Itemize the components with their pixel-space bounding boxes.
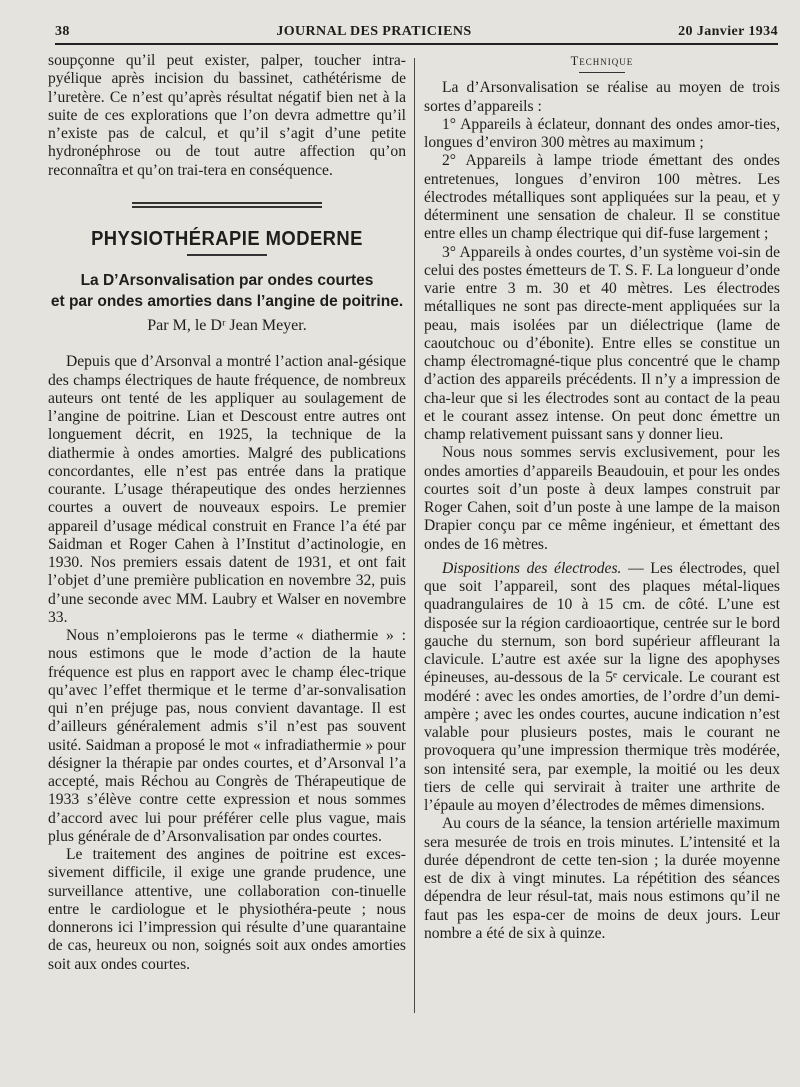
running-header [55,16,778,40]
header-rule [55,43,778,45]
paragraph-text: — Les électrodes, quel que soit l’appareil, sont des plaques métal-liques quadrangulaires de 10 à 15 cm. de côté. L’une est disposée sur la région cardioaortique, centrée sur le bord gauche du sternum, son bord supérieur affleurant la clavicule. L’autre est axée sur la ligne des apophyses épineuses, au-dessous de la 5ᵉ cervicale. Le courant est modéré : avec les ondes amorties, de l’ordre d’un demi-ampère ; avec les ondes courtes, aucune indication n’est valable pour plusieurs postes, mais le courant ne provoquera qu’une impression thermique très modérée, son intensité sera, par exemple, la moitié ou les deux tiers de celle qui servirait à traiter une arthrite de l’épaule au moyen d’électrodes de mêmes dimensions. [424,559,781,814]
right-column [424,52,780,943]
subsection-underline [579,72,625,73]
body-paragraph: La d’Arsonvalisation se réalise au moyen de trois sortes d’appareils : [424,79,780,115]
subsection-heading: Technique [570,54,634,68]
journal-title: JOURNAL DES PRATICIENS [276,24,472,39]
inline-subheading: Dispositions des électrodes. [442,559,622,577]
continued-paragraph: soupçonne qu’il peut exister, palper, toucher intra-pyélique après incision du bassinet, cathétérisme de l’uretère. Ce n’est qu’après résultat négatif bien net à la suite de ces explorations que l’on devra admettre qu’il n’existe pas de calcul, et qu’il s’agit d’une petite hydronéphrose ou de tout autre affection qu’on reconnaîtra et qu’on trai-tera en conséquence. [48,52,406,179]
body-paragraph [424,560,780,816]
author-byline: Par M, le Dʳ Jean Meyer. [147,317,307,334]
body-paragraph: Nous n’emploierons pas le terme « diathermie » : nous estimons que le mode d’action de la haute fréquence est plus en rapport avec le champ élec-trique qu’avec l’effet thermique et le terme d’ar-sonvalisation qui n’en préjuge pas, nous convient davantage. Il est d’ailleurs généralement admis s’il n’est pas souvent usité. Saidman a proposé le mot « infradiathermie » pour désigner la thérapie par ondes courtes, et d’Arsonval l’a accepté, mais Réchou au Congrès de Thérapeutique de 1933 s’élève contre cette expression et nous sommes d’accord avec lui pour préférer celle plus vague, mais plus générale de d’Arsonvalisation par ondes courtes. [48,627,406,845]
article-title [48,270,406,312]
column-divider [414,58,415,1013]
body-paragraph: Au cours de la séance, la tension artérielle maximum sera mesurée de trois en trois minutes. L’intensité et la durée dépendront de cette ten-sion ; la durée moyenne est de dix à vingt minutes. La répétition des séances dépendra de leur résul-tat, mais nous estimons qu’il ne faut pas les espa-cer de moins de deux jours. Leur nombre a été de six à quinze. [424,815,780,942]
title-underline [187,254,267,256]
article-title-line-1: La D’Arsonvalisation par ondes courtes [80,272,374,289]
body-paragraph: 1° Appareils à éclateur, donnant des ondes amor-ties, longues d’environ 300 mètres au maximum ; [424,115,780,151]
section-title: PHYSIOTHÉRAPIE MODERNE [91,227,363,250]
issue-date: 20 Janvier 1934 [678,24,778,39]
article-title-line-2: et par ondes amorties dans l’angine de poitrine. [50,293,404,310]
left-column [48,52,406,974]
body-paragraph: Nous nous sommes servis exclusivement, pour les ondes amorties d’appareils Beaudouin, et pour les ondes courtes soit d’un poste à deux lampes construit par Roger Cahen, soit d’un poste à une lampe de la maison Drapier conçu par ce même ingénieur, et émettant des ondes de 16 mètres. [424,444,780,553]
body-paragraph: Le traitement des angines de poitrine est exces-sivement difficile, il exige une grande prudence, une surveillance attentive, une collaboration con-tinuelle entre le cardiologue et le physiothéra-peute ; nous donnerons ici l’impression qui résulte d’une quarantaine de cas, heureux ou non, soignés soit aux ondes amorties soit aux ondes courtes. [48,846,406,973]
body-paragraph: 3° Appareils à ondes courtes, d’un système voi-sin de celui des postes émetteurs de T. S. F. La longueur d’onde varie entre 3 m. 30 et 40 mètres. Les électrodes métalliques ne sont pas directe-ment appliquées sur la peau, mais isolées par un diélectrique (lame de caoutchouc ou d’ébonite). Entre elles se constitue un champ électromagné-tique plus concentré que le champ d’action des appareils précédents. Il n’y a impression de cha-leur que si les électrodes sont au contact de la peau et le courant assez intense. On peut donc émettre un champ relativement puissant sans y donner lieu. [424,243,780,443]
page-number: 38 [55,24,70,39]
body-paragraph: Depuis que d’Arsonval a montré l’action anal-gésique des champs électriques de haute fréquence, de nombreux auteurs ont tenté de les appliquer au soulagement de l’angine de poitrine. Lian et Descoust entre autres ont longuement décrit, en 1925, la technique de la diathermie à ondes amorties. Malgré des publications concordantes, elle n’est pas entrée dans la pratique courante. L’usage thérapeutique des ondes herziennes courtes a ouvert de nouveaux espoirs. Le premier appareil d’usage médical construit en France l’a été par Saidman et Roger Cahen à l’Institut d’actinologie, en 1930. Nos premiers essais datent de 1931, et ont fait l’objet d’une première publication en novembre 32, puis d’une seconde avec MM. Laubry et Walser en novembre 33. [48,353,406,626]
body-paragraph: 2° Appareils à lampe triode émettant des ondes entretenues, longues d’environ 100 mètres. Les électrodes métalliques sont appliquées sur la peau, et y déterminent une sensation de chaleur. Il se constitue entre elles un champ électrique qui dif-fuse largement ; [424,152,780,243]
section-separator [132,202,322,208]
